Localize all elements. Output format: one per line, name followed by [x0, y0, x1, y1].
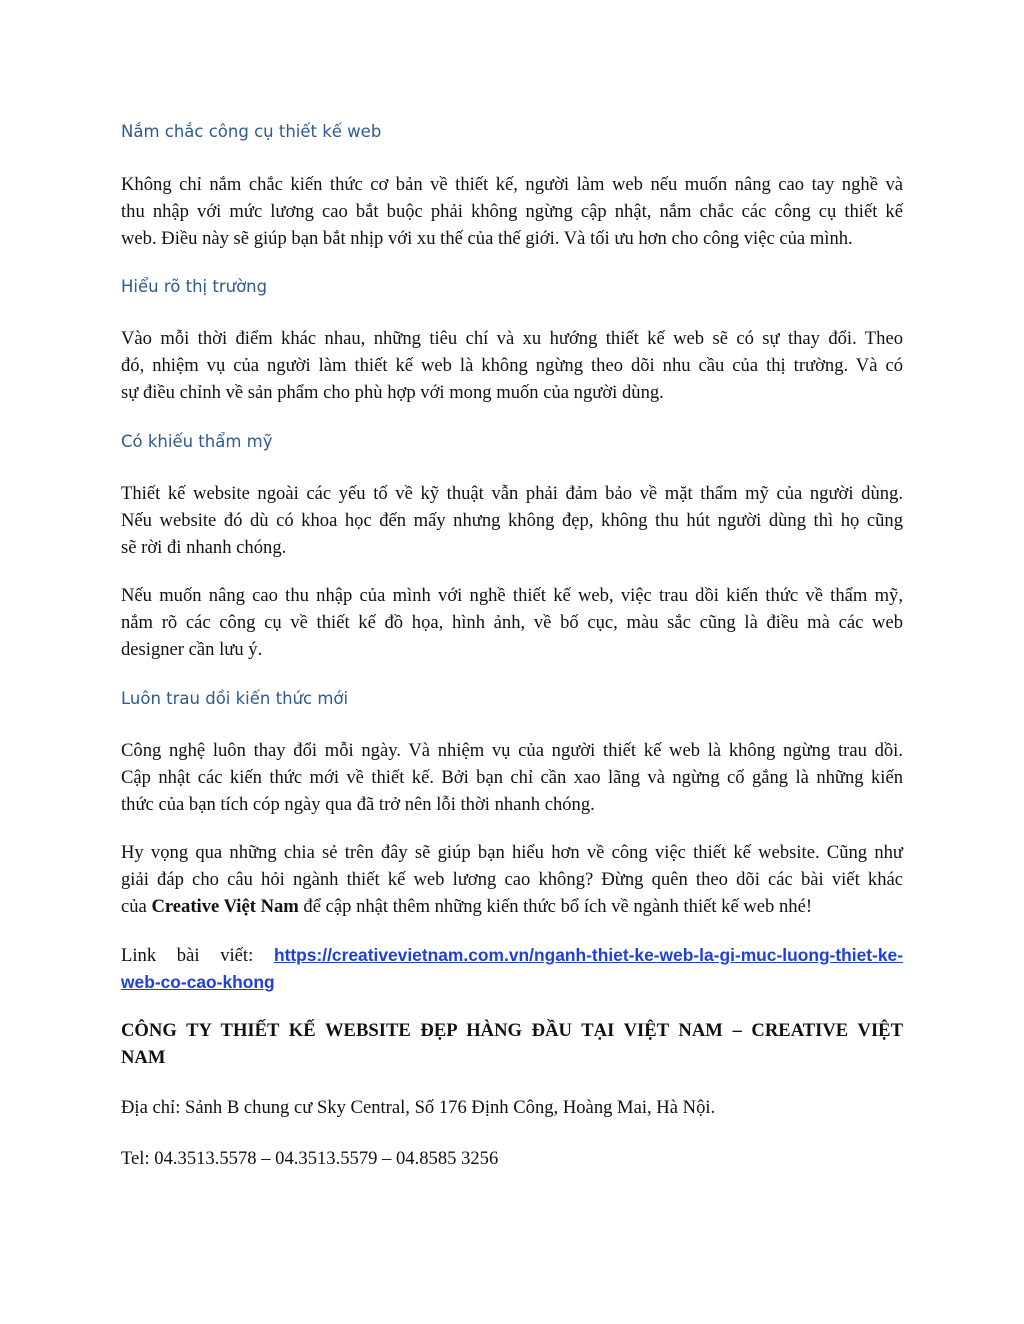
article-link-continued[interactable]: web-co-cao-khong [121, 972, 275, 992]
paragraph-line: Không chỉ nắm chắc kiến thức cơ bản về thiết kế, người làm web nếu muốn nâng cao tay nghề và [121, 174, 903, 195]
company-name-line: NAM [121, 1047, 166, 1068]
article-link-block [121, 942, 903, 996]
paragraph-line [121, 969, 903, 996]
closing-paragraph [121, 839, 903, 920]
brand-name: Creative Việt Nam [151, 896, 299, 917]
section-heading: Luôn trau dồi kiến thức mới [121, 689, 349, 708]
link-label: Link bài viết: [121, 945, 254, 966]
paragraph-line: designer cần lưu ý. [121, 639, 263, 660]
paragraph-line [121, 893, 903, 920]
section-heading: Có khiếu thẩm mỹ [121, 432, 273, 451]
paragraph [121, 325, 903, 406]
paragraph-line: Nếu website đó dù có khoa học đến mấy nhưng không đẹp, không thu hút người dùng thì họ cũng [121, 510, 903, 531]
closing-prefix: của [121, 896, 152, 917]
paragraph-line: Cập nhật các kiến thức mới về thiết kế. Bởi bạn chỉ cần xao lãng và ngừng cố gắng là những kiến [121, 767, 903, 788]
paragraph-line: sẽ rời đi nhanh chóng. [121, 537, 287, 558]
section-heading: Hiểu rõ thị trường [121, 277, 268, 296]
paragraph [121, 582, 903, 663]
paragraph-line: Công nghệ luôn thay đổi mỗi ngày. Và nhiệm vụ của người thiết kế web là không ngừng trau dồi. [121, 740, 903, 761]
paragraph-line: Vào mỗi thời điểm khác nhau, những tiêu chí và xu hướng thiết kế web sẽ có sự thay đổi. Theo [121, 328, 903, 349]
paragraph [121, 737, 903, 818]
paragraph-line: Nếu muốn nâng cao thu nhập của mình với nghề thiết kế web, việc trau dồi kiến thức về thẩm mỹ, [121, 585, 903, 606]
paragraph-line: thức của bạn tích cóp ngày qua đã trở nên lỗi thời nhanh chóng. [121, 794, 595, 815]
company-address: Địa chỉ: Sảnh B chung cư Sky Central, Số 176 Định Công, Hoàng Mai, Hà Nội. [121, 1097, 716, 1118]
paragraph-line: đó, nhiệm vụ của người làm thiết kế web là không ngừng theo dõi nhu cầu của thị trường. Và có [121, 355, 903, 376]
paragraph-line: web. Điều này sẽ giúp bạn bắt nhịp với xu thế của thế giới. Và tối ưu hơn cho công việc của mình. [121, 228, 853, 249]
company-tel: Tel: 04.3513.5578 – 04.3513.5579 – 04.8585 3256 [121, 1148, 499, 1169]
paragraph [121, 171, 903, 252]
paragraph-line: Thiết kế website ngoài các yếu tố về kỹ thuật vẫn phải đảm bảo về mặt thẩm mỹ của người dùng. [121, 483, 903, 504]
company-name-line: CÔNG TY THIẾT KẾ WEBSITE ĐẸP HÀNG ĐẦU TẠI VIỆT NAM – CREATIVE VIỆT [121, 1020, 903, 1041]
paragraph-line [121, 942, 903, 969]
paragraph-line: nắm rõ các công cụ về thiết kế đồ họa, hình ảnh, về bố cục, màu sắc cũng là điều mà các web [121, 612, 903, 633]
company-name [121, 1017, 903, 1071]
article-link[interactable]: https://creativevietnam.com.vn/nganh-thiet-ke-web-la-gi-muc-luong-thiet-ke- [273, 945, 903, 965]
paragraph-line: thu nhập với mức lương cao bắt buộc phải không ngừng cập nhật, nắm chắc các công cụ thiết kế [121, 201, 903, 222]
section-heading: Nắm chắc công cụ thiết kế web [121, 122, 382, 141]
paragraph-line: giải đáp cho câu hỏi ngành thiết kế web lương cao không? Đừng quên theo dõi các bài viết khác [121, 869, 903, 890]
paragraph-line: Hy vọng qua những chia sẻ trên đây sẽ giúp bạn hiểu hơn về công việc thiết kế website. Cũng như [121, 842, 903, 863]
paragraph-line: sự điều chỉnh về sản phẩm cho phù hợp với mong muốn của người dùng. [121, 382, 664, 403]
paragraph [121, 480, 903, 561]
closing-suffix: để cập nhật thêm những kiến thức bổ ích về ngành thiết kế web nhé! [298, 896, 813, 917]
